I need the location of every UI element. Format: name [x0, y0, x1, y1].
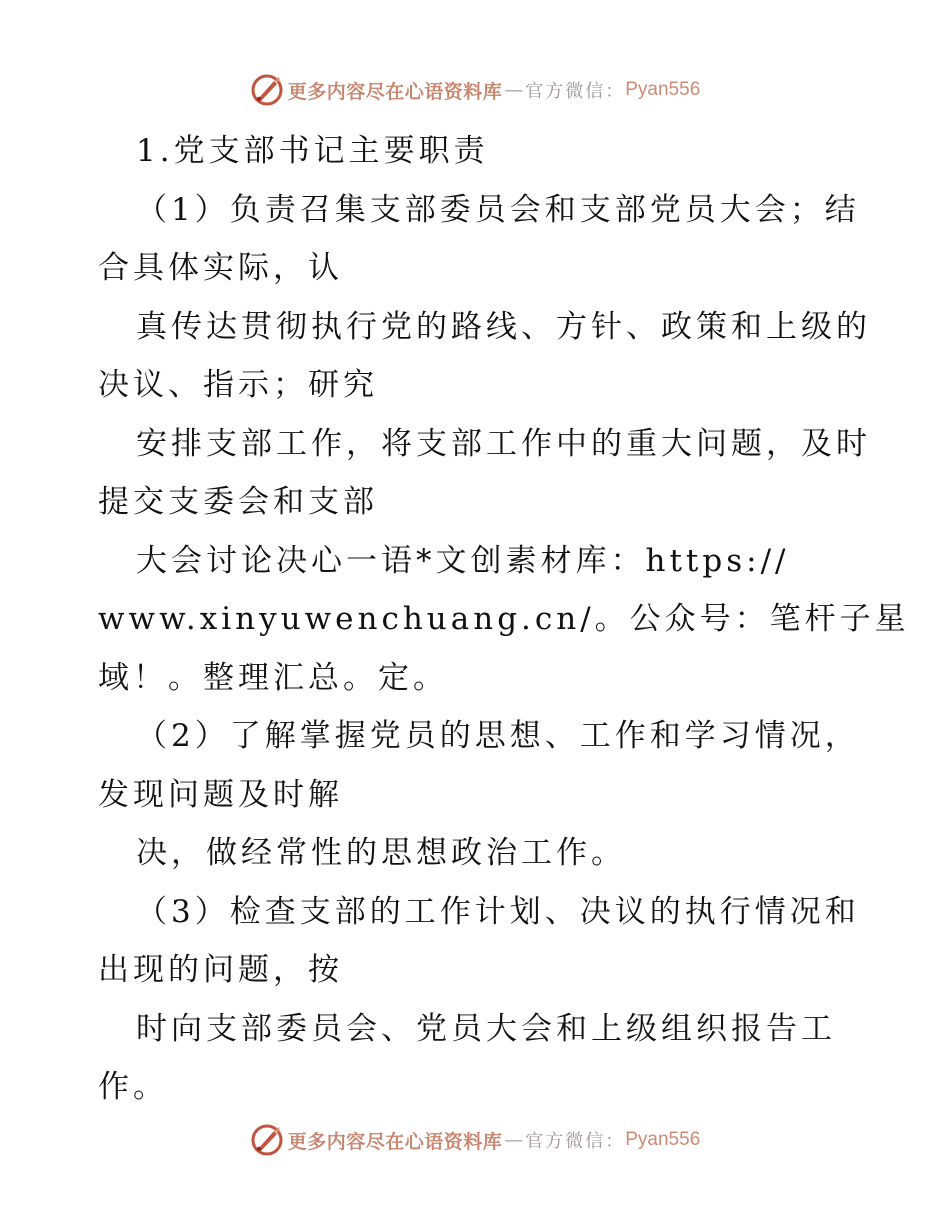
text-line: （1）负责召集支部委员会和支部党员大会；结 — [136, 191, 860, 228]
text-line: 合具体实际，认 — [98, 250, 343, 286]
text-line: 发现问题及时解 — [98, 776, 343, 813]
text-line: 决，做经常性的思想政治工作。 — [136, 835, 626, 871]
text-line: 时向支部委员会、党员大会和上级组织报告工 — [136, 1010, 836, 1047]
quill-pen-circle-icon — [250, 1123, 284, 1157]
watermark-main-text: 更多内容尽在心语资料库 — [287, 80, 503, 103]
text-line: 提交支委会和支部 — [98, 484, 378, 520]
watermark-wechat-id: Pyan556 — [625, 79, 701, 100]
watermark-banner-bottom — [0, 1120, 950, 1160]
watermark-dash: — — [504, 79, 524, 101]
text-line: 域！。整理汇总。定。 — [98, 659, 448, 696]
watermark-main-text: 更多内容尽在心语资料库 — [287, 1130, 503, 1153]
watermark-dash: — — [504, 1129, 524, 1151]
text-line: 决议、指示；研究 — [98, 367, 378, 403]
watermark-banner-top — [0, 70, 950, 110]
text-line: 安排支部工作，将支部工作中的重大问题，及时 — [136, 425, 871, 462]
watermark-sub-text: 官方微信： — [525, 1131, 626, 1152]
text-line: （2）了解掌握党员的思想、工作和学习情况， — [136, 718, 860, 754]
quill-pen-circle-icon — [250, 73, 284, 107]
text-line: 真传达贯彻执行党的路线、方针、政策和上级的 — [136, 308, 871, 345]
watermark-sub-text: 官方微信： — [525, 81, 626, 102]
text-line: www.xinyuwenchuang.cn/。公众号：笔杆子星 — [98, 601, 910, 637]
watermark-wechat-id: Pyan556 — [625, 1129, 701, 1150]
text-line: 大会讨论决心一语*文创素材库：https:// — [136, 542, 790, 579]
text-line: 1.党支部书记主要职责 — [136, 133, 489, 169]
text-line: 作。 — [98, 1069, 168, 1105]
text-line: （3）检查支部的工作计划、决议的执行情况和 — [136, 893, 860, 930]
document-body — [98, 122, 910, 1117]
text-line: 出现的问题，按 — [98, 952, 343, 988]
